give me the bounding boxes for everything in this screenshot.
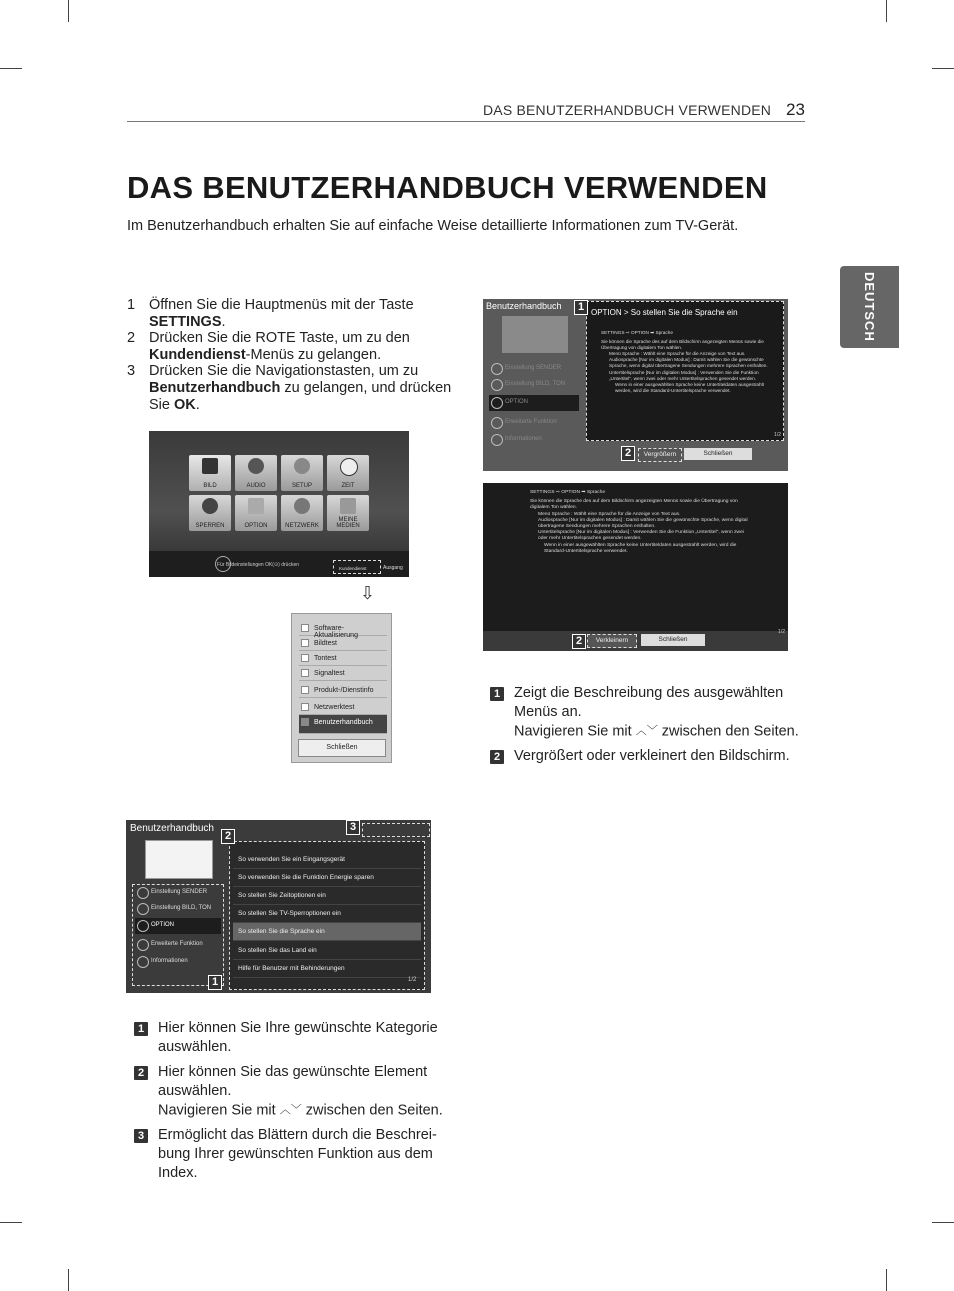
- down-arrow-icon: ⇩: [360, 583, 376, 603]
- category-label: Erweiterte Funktion: [151, 941, 203, 947]
- note-text: Hier können Sie Ihre gewünschte Kategorie auswählen.: [158, 1020, 438, 1055]
- gear-icon: [491, 397, 503, 409]
- close-button[interactable]: Schließen: [684, 448, 752, 460]
- note-text: Ermöglicht das Blättern durch die Beschrei-bung Ihrer gewünschten Funktion aus dem Index.: [158, 1127, 437, 1182]
- chevron-up-icon: ︿: [635, 725, 647, 737]
- crop-mark: [68, 0, 69, 22]
- left-notes: [134, 1019, 444, 1183]
- topic-label: So stellen Sie die Sprache ein: [238, 928, 325, 935]
- callout-2: [621, 446, 635, 461]
- callout-label: 2: [624, 447, 632, 459]
- antenna-icon: [137, 887, 149, 899]
- step-bold: OK: [174, 396, 196, 413]
- advanced-icon: [491, 417, 503, 429]
- language-tab: [840, 266, 899, 348]
- callout-label: 2: [575, 635, 583, 647]
- description-panel: [586, 301, 784, 441]
- right-notes: [490, 684, 800, 766]
- advanced-icon: [137, 939, 149, 951]
- kundendienst-button[interactable]: Kundendienst: [339, 566, 367, 571]
- close-button[interactable]: Schließen: [641, 634, 705, 646]
- note-number: 1: [134, 1022, 148, 1036]
- tile-zeit[interactable]: [327, 455, 369, 491]
- step-text: .: [221, 313, 226, 330]
- checkbox-icon: [301, 669, 309, 677]
- clock-icon: [340, 458, 358, 476]
- category-label: Erweiterte Funktion: [505, 419, 557, 425]
- topic-item[interactable]: [233, 960, 421, 978]
- picture-sound-icon: [137, 903, 149, 915]
- header-rule: [127, 121, 805, 122]
- note-number: 3: [134, 1129, 148, 1143]
- tile-option[interactable]: [235, 495, 277, 531]
- description-text: [530, 490, 750, 555]
- checkbox-icon: [301, 686, 309, 694]
- description-paragraph: Sie können die Sprache des auf dem Bildschirm angezeigten Menüs sowie die Übertragung von digitalem Ton wählen.: [530, 499, 738, 511]
- step-text: Öffnen Sie die Hauptmenüs mit der Taste: [149, 297, 414, 313]
- category-label: Einstellung SENDER: [151, 889, 208, 895]
- tile-sperren[interactable]: [189, 495, 231, 531]
- preview-thumbnail: [145, 840, 213, 879]
- tile-label: MEINE MEDIEN: [336, 517, 360, 529]
- crop-mark: [0, 1222, 22, 1223]
- note-3: [134, 1126, 444, 1183]
- checkbox-icon: [301, 639, 309, 647]
- checkbox-icon: [301, 703, 309, 711]
- chevron-down-icon: ﹀: [646, 725, 658, 737]
- menu-path: SETTINGS ⇨ OPTION ➡ Sprache: [601, 330, 673, 335]
- briefcase-icon: [248, 498, 264, 514]
- note-number: 1: [490, 687, 504, 701]
- close-button[interactable]: Schließen: [298, 739, 386, 757]
- topic-list: [229, 841, 425, 990]
- callout-3: 3: [346, 820, 360, 835]
- category-item-option[interactable]: [135, 918, 221, 934]
- step-bold: Kundendienst: [149, 346, 246, 363]
- zoom-in-button[interactable]: Vergrößern: [638, 448, 682, 462]
- step-bold: Benutzerhandbuch: [149, 379, 281, 396]
- category-item[interactable]: [135, 937, 221, 953]
- menu-item-label: Tontest: [314, 655, 337, 662]
- topic-item[interactable]: [233, 851, 421, 869]
- callout-2: 2: [221, 829, 235, 844]
- media-icon: [340, 498, 356, 514]
- zoomed-screenshot: [483, 483, 788, 651]
- description-bullet: Untertitelsprache [Nur im digitalen Modus] : Verwenden Sie die Funktion „Untertitel", wenn zwei oder mehr Untertitelsprachen gesendet werden.: [538, 530, 744, 542]
- user-guide-screenshot: [126, 820, 431, 993]
- index-toolbar[interactable]: [362, 823, 430, 837]
- exit-button[interactable]: Ausgang: [383, 565, 403, 571]
- description-bullet: Audiosprache [Nur im digitalen Modus] : Damit wählen Sie die gewünschte Sprache, wenn digital übertragene Sendungen mehrere Sprachen enthalten.: [538, 517, 748, 530]
- category-item[interactable]: [489, 361, 575, 377]
- step-bold: SETTINGS: [149, 313, 222, 330]
- topic-item[interactable]: [233, 869, 421, 887]
- description-note: Wenn in einer ausgewählten Sprache keine Untertiteldaten ausgestrahlt werden, wird die Standard-Untertitelsprache verwendet.: [544, 542, 737, 554]
- note-text: zwischen den Seiten.: [661, 723, 799, 740]
- satellite-icon: [294, 458, 310, 474]
- menu-item[interactable]: [299, 621, 387, 639]
- tile-label: ZEIT: [341, 483, 355, 489]
- step-text: Drücken Sie die ROTE Taste, um zu den: [149, 330, 410, 347]
- tile-label: AUDIO: [246, 483, 266, 489]
- page-title: DAS BENUTZERHANDBUCH VERWENDEN: [127, 170, 768, 205]
- category-item[interactable]: [489, 377, 575, 393]
- category-list: [132, 884, 224, 986]
- category-label: Informationen: [151, 958, 188, 964]
- panel-title: OPTION > So stellen Sie die Sprache ein: [591, 308, 738, 317]
- topic-label: So stellen Sie das Land ein: [238, 947, 317, 954]
- note-text: Zeigt die Beschreibung des ausgewählten Menüs an.: [514, 685, 784, 720]
- category-label: Informationen: [505, 436, 542, 442]
- crop-mark: [932, 68, 954, 69]
- preview-thumbnail: [502, 316, 568, 353]
- menu-item-label: Netzwerktest: [314, 704, 355, 711]
- description-bullet: Menü Sprache : Wählt eine Sprache für die Anzeige von Text aus.: [609, 351, 746, 357]
- tile-audio[interactable]: [235, 455, 277, 491]
- menu-item-label: Benutzerhandbuch: [314, 719, 373, 726]
- checkbox-icon: [301, 654, 309, 662]
- note-number: 2: [490, 750, 504, 764]
- category-label: Einstellung BILD, TON: [505, 381, 566, 387]
- callout-1: 1: [208, 975, 222, 990]
- tile-label: NETZWERK: [285, 523, 319, 529]
- menu-item[interactable]: [299, 651, 387, 666]
- callout-label: 1: [577, 301, 585, 313]
- topic-item[interactable]: [233, 887, 421, 905]
- steps-list: [127, 297, 457, 413]
- tile-netzwerk[interactable]: [281, 495, 323, 531]
- topic-label: Hilfe für Benutzer mit Behinderungen: [238, 965, 345, 972]
- menu-item-benutzerhandbuch[interactable]: [299, 715, 387, 734]
- topic-item-selected[interactable]: [233, 923, 421, 941]
- note-text: Navigieren Sie mit: [158, 1102, 276, 1119]
- tile-label: OPTION: [244, 523, 268, 529]
- antenna-icon: [491, 363, 503, 375]
- home-tiles: [189, 455, 369, 531]
- step-number: 3: [127, 363, 136, 380]
- description-paragraph: Sie können die Sprache des auf dem Bildschirm angezeigten Menüs sowie die Übertragung von digitalem Ton wählen.: [601, 339, 764, 351]
- speaker-icon: [248, 458, 264, 474]
- callout-1: [574, 300, 588, 315]
- step-2: [127, 330, 457, 363]
- step-text: -Menüs zu gelangen.: [245, 346, 382, 363]
- category-label: Einstellung SENDER: [505, 365, 562, 371]
- note-text: Hier können Sie das gewünschte Element auswählen.: [158, 1064, 428, 1099]
- tv-icon: [202, 458, 218, 474]
- intro-text: Im Benutzerhandbuch erhalten Sie auf einfache Weise detaillierte Informationen zum TV-Gerät.: [127, 218, 739, 234]
- description-bullet: Menü Sprache : Wählt eine Sprache für die Anzeige von Text aus.: [538, 511, 681, 517]
- page-indicator: 1/2: [774, 432, 781, 438]
- category-item[interactable]: [489, 415, 575, 431]
- menu-item[interactable]: [299, 666, 387, 681]
- menu-item[interactable]: [299, 700, 387, 715]
- note-1: [134, 1019, 444, 1057]
- zoom-out-button[interactable]: Verkleinern: [587, 634, 637, 648]
- step-number: 1: [127, 297, 136, 313]
- menu-item-label: Bildtest: [314, 640, 337, 647]
- page-indicator: 1/2: [778, 629, 785, 635]
- chevron-up-icon: ︿: [279, 1104, 291, 1116]
- lock-icon: [202, 498, 218, 514]
- info-icon: [491, 434, 503, 446]
- note-text: zwischen den Seiten.: [305, 1102, 443, 1119]
- category-label: OPTION: [505, 399, 529, 405]
- topic-item[interactable]: [233, 905, 421, 923]
- running-header: DAS BENUTZERHANDBUCH VERWENDEN: [483, 102, 772, 118]
- language-tab-label: DEUTSCH: [862, 272, 877, 342]
- topic-label: So verwenden Sie ein Eingangsgerät: [238, 856, 345, 863]
- menu-path: SETTINGS ⇨ OPTION ➡ Sprache: [530, 490, 606, 495]
- step-number: 2: [127, 330, 136, 347]
- crop-mark: [68, 1269, 69, 1291]
- tile-label: SETUP: [291, 483, 312, 489]
- category-item[interactable]: [135, 885, 221, 901]
- description-bullet: Untertitelsprache [Nur im digitalen Modus] : Verwenden Sie die Funktion „Untertitel", wenn zwei oder mehr Untertitelsprachen gesendet werden.: [609, 369, 759, 381]
- category-item[interactable]: [489, 432, 575, 448]
- chevron-down-icon: ﹀: [290, 1104, 302, 1116]
- gear-icon: [137, 920, 149, 932]
- menu-item-label: Produkt-/Dienstinfo: [314, 687, 374, 694]
- crop-mark: [886, 1269, 887, 1291]
- callout-2: [572, 634, 586, 649]
- topic-label: So stellen Sie TV-Sperroptionen ein: [238, 910, 341, 917]
- step-text: Drücken Sie die Navigationstasten, um zu: [149, 363, 419, 380]
- category-item-option[interactable]: [489, 395, 579, 411]
- note-text: Navigieren Sie mit: [514, 723, 632, 740]
- book-icon: [301, 718, 309, 726]
- category-item[interactable]: [135, 954, 221, 970]
- tile-label: SPERREN: [195, 523, 225, 529]
- topic-label: So stellen Sie Zeitoptionen ein: [238, 892, 326, 899]
- page-indicator: 1/2: [408, 977, 417, 983]
- menu-item[interactable]: [299, 683, 387, 698]
- tile-label: BILD: [203, 483, 217, 489]
- category-label: OPTION: [151, 922, 175, 928]
- note-2: [490, 747, 800, 766]
- category-label: Einstellung BILD, TON: [151, 905, 212, 911]
- detail-screenshot: [483, 299, 788, 471]
- description-note: Wenn in einer ausgewählten Sprache keine Untertiteldaten ausgestrahlt werden, wird die Standard-Untertitelsprache verwendet.: [615, 381, 764, 393]
- menu-item-label: Signaltest: [314, 670, 345, 677]
- ok-hint: Für Bildeinstellungen OK(⊙) drücken: [217, 562, 300, 568]
- tile-setup[interactable]: [281, 455, 323, 491]
- description-bullet: Audiosprache [Nur im digitalen Modus] : Damit wählen Sie die gewünschte Sprache, wenn digital übertragene Sendungen mehrere Sprachen enthalten.: [609, 357, 768, 369]
- note-text: Vergrößert oder verkleinert den Bildschirm.: [514, 748, 790, 765]
- guide-title: Benutzerhandbuch: [130, 823, 214, 834]
- picture-sound-icon: [491, 379, 503, 391]
- description-text: [601, 330, 773, 394]
- globe-icon: [294, 498, 310, 514]
- service-menu: [291, 613, 392, 763]
- menu-item[interactable]: [299, 636, 387, 651]
- tile-bild[interactable]: [189, 455, 231, 491]
- note-2: [134, 1063, 444, 1120]
- checkbox-icon: [301, 624, 309, 632]
- crop-mark: [0, 68, 22, 69]
- home-menu-screenshot: [149, 431, 409, 577]
- topic-label: So verwenden Sie die Funktion Energie sparen: [238, 874, 374, 881]
- guide-title: Benutzerhandbuch: [486, 301, 562, 311]
- tile-meine-medien[interactable]: [327, 495, 369, 531]
- step-3: [127, 363, 457, 413]
- crop-mark: [886, 0, 887, 22]
- page-number: 23: [786, 100, 805, 119]
- note-1: [490, 684, 800, 741]
- step-text: zu gelangen, und drücken Sie: [149, 379, 452, 413]
- step-1: [127, 297, 457, 330]
- topic-item[interactable]: [233, 942, 421, 960]
- category-item[interactable]: [135, 901, 221, 917]
- menu-item-label: Software-Aktualisierung: [314, 625, 358, 639]
- note-number: 2: [134, 1066, 148, 1080]
- step-text: .: [195, 396, 200, 413]
- crop-mark: [932, 1222, 954, 1223]
- info-icon: [137, 956, 149, 968]
